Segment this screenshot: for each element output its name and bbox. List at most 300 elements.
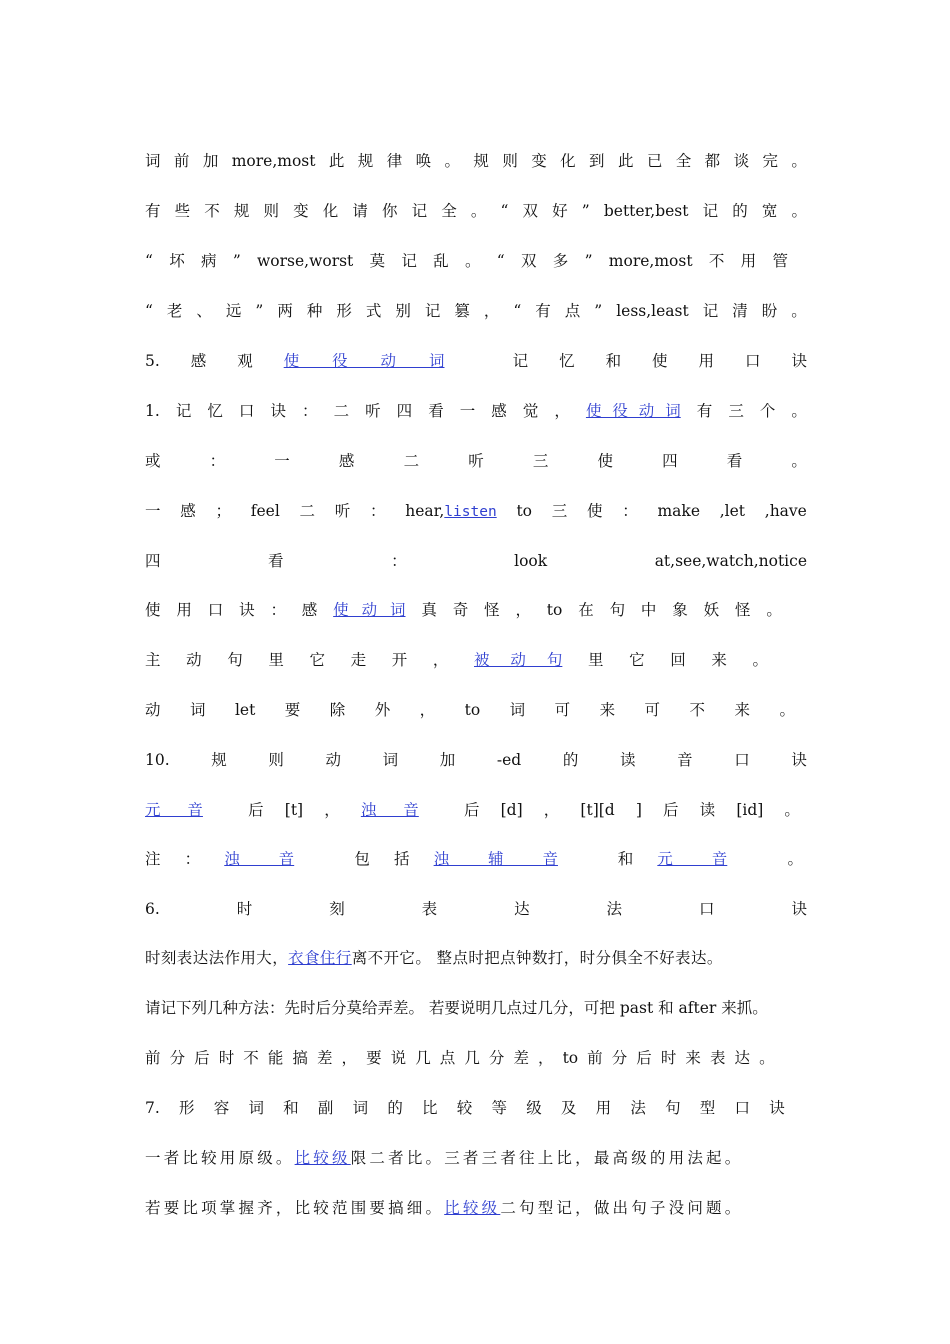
text: “ [496, 252, 505, 270]
text: ： [184, 850, 201, 868]
text: 诀 [270, 402, 286, 420]
text: 6. [145, 900, 160, 918]
text: 级 [526, 1099, 542, 1117]
text: 别 [395, 302, 411, 320]
text: 包 [354, 850, 370, 868]
text: 看 [726, 452, 743, 470]
text: 律 [386, 152, 403, 170]
text: 形 [336, 302, 352, 320]
text: 宽 [761, 202, 778, 220]
text-line-9 [145, 549, 807, 573]
text: 前 [145, 1049, 161, 1067]
text: 中 [640, 601, 657, 619]
text: 规 [233, 202, 250, 220]
text: 一 [459, 402, 476, 420]
text: 时 [218, 1049, 235, 1067]
text-line-10 [145, 598, 782, 622]
text: 好 [552, 202, 568, 220]
text: 听 [334, 502, 351, 520]
link-daily-life[interactable]: 衣食住行 [288, 949, 352, 967]
text: 清 [732, 302, 748, 320]
text: 记 [411, 202, 428, 220]
text: 用 [176, 601, 192, 619]
text: 。 [752, 651, 768, 669]
text: 动 [186, 651, 202, 669]
link-comparative[interactable]: 比较级 [444, 1199, 501, 1217]
text: 盼 [761, 302, 778, 320]
text: 动 [325, 751, 342, 769]
text: 。 [464, 252, 481, 270]
text: 达 [734, 1049, 751, 1067]
text: ,have [764, 502, 807, 520]
text: 可 [554, 701, 571, 719]
text: 用 [698, 352, 715, 370]
text: 10. [145, 751, 170, 769]
link-vowel[interactable]: 元 音 [657, 850, 728, 868]
text: 管 [772, 252, 788, 270]
text: 差 [316, 1049, 333, 1067]
text: 不 [708, 252, 725, 270]
text: 两 [277, 302, 293, 320]
text: 诀 [791, 751, 807, 769]
text: 个 [759, 402, 776, 420]
text: 。 [791, 452, 807, 470]
text: 加 [439, 751, 456, 769]
text: look [514, 552, 548, 570]
text-line-11 [145, 648, 768, 672]
text: 看 [428, 402, 444, 420]
text: ， [341, 1049, 358, 1067]
text-line-18 [145, 996, 807, 1020]
text: at,see,watch,notice [654, 552, 807, 570]
text: 二 [299, 502, 316, 520]
text: 。 [791, 402, 807, 420]
text: 用 [595, 1099, 612, 1117]
text: 四 [396, 402, 413, 420]
text: 前 [587, 1049, 603, 1067]
text: 请记下列几种方法：先时后分莫给弄差。 若要说明几点过几分，可把 past 和 after 来抓。 [145, 999, 768, 1017]
text: ， [419, 701, 436, 719]
text: 。 [766, 601, 782, 619]
text: 三 [551, 502, 568, 520]
text: 感 [491, 402, 507, 420]
text: 坏 [169, 252, 185, 270]
text: 要 [366, 1049, 382, 1067]
text: 全 [441, 202, 457, 220]
text: 回 [670, 651, 686, 669]
text: 里 [587, 651, 604, 669]
text: 7. [145, 1099, 160, 1117]
text: ； [215, 502, 232, 520]
text: 则 [268, 751, 284, 769]
text: 在 [578, 601, 594, 619]
text-line-6 [145, 399, 807, 423]
text: [id] [736, 801, 764, 819]
text: 和 [605, 352, 622, 370]
text: 。 [787, 850, 803, 868]
text-line-14 [145, 798, 800, 822]
text: 离不开它。 整点时把点钟数打，时分俱全不好表达。 [351, 949, 723, 967]
text: 时 [236, 900, 253, 918]
link-voiced-sound[interactable]: 浊 音 [224, 850, 295, 868]
text: 后 [463, 801, 480, 819]
text: 能 [267, 1049, 284, 1067]
text: ： [622, 502, 638, 520]
text: hear, [405, 502, 445, 520]
text: 些 [174, 202, 191, 220]
text: “ [145, 252, 153, 270]
text: 远 [225, 302, 242, 320]
text: 篡 [454, 302, 470, 320]
text: to [516, 502, 532, 520]
text: 看 [268, 552, 284, 570]
text: 分 [488, 1049, 505, 1067]
text: 和 [617, 850, 634, 868]
link-listen[interactable]: listen [444, 504, 497, 520]
text: 词 [189, 701, 206, 719]
text: more,most [231, 152, 316, 170]
text: 后 [194, 1049, 210, 1067]
text-line-19 [145, 1046, 775, 1070]
text: 四 [662, 452, 678, 470]
text: ” [594, 302, 603, 320]
text: 加 [202, 152, 219, 170]
text: make [657, 502, 700, 520]
text: 听 [468, 452, 484, 470]
text: ” [255, 302, 264, 320]
text: 记 [702, 202, 719, 220]
text: 前 [173, 152, 190, 170]
text: 副 [317, 1099, 334, 1117]
text: ， [432, 651, 449, 669]
text: 奇 [452, 601, 469, 619]
text: ” [584, 252, 593, 270]
text: [t] [284, 801, 304, 819]
text: 表 [709, 1049, 726, 1067]
text: 使 [597, 452, 613, 470]
text: 来 [734, 701, 750, 719]
text: 二句型记，做出句子没问题。 [500, 1199, 744, 1217]
text: 表 [421, 900, 438, 918]
text: 记 [512, 352, 529, 370]
text: 。 [444, 152, 461, 170]
text: ： [391, 552, 407, 570]
text: 几 [415, 1049, 431, 1067]
text: 都 [704, 152, 721, 170]
text: 此 [617, 152, 634, 170]
text: 开 [391, 651, 408, 669]
text: 用 [740, 252, 757, 270]
text: ,let [719, 502, 746, 520]
text: 莫 [369, 252, 386, 270]
text-line-3 [145, 249, 788, 273]
text: 不 [204, 202, 220, 220]
link-vowel[interactable]: 元 音 [145, 801, 203, 819]
text: let [234, 701, 256, 719]
text: 除 [329, 701, 346, 719]
text: 词 [352, 1099, 369, 1117]
text: -ed [496, 751, 522, 769]
text: 化 [322, 202, 339, 220]
text: 乱 [433, 252, 449, 270]
text: 动 [145, 701, 161, 719]
text: 句 [609, 601, 626, 619]
text-line-7 [145, 449, 807, 473]
text: 差 [513, 1049, 529, 1067]
text-line-15 [145, 847, 803, 871]
text: 它 [309, 651, 326, 669]
text: 。 [779, 701, 795, 719]
text: 。 [791, 152, 807, 170]
text: 词 [509, 701, 526, 719]
text: 规 [473, 152, 489, 170]
text: 点 [564, 302, 581, 320]
text: [d] [500, 801, 523, 819]
text-line-17 [145, 946, 807, 970]
text: 感 [338, 452, 355, 470]
text: 记 [424, 302, 441, 320]
text-line-4 [145, 299, 807, 323]
text: 分 [611, 1049, 628, 1067]
text: “ [145, 302, 153, 320]
text: 怪 [484, 601, 500, 619]
text: 主 [145, 651, 161, 669]
text: 。 [784, 801, 800, 819]
text: 使 [145, 601, 161, 619]
text: 规 [211, 751, 227, 769]
text: 化 [560, 152, 576, 170]
text: 1. [145, 402, 160, 420]
text: worse,worst [257, 252, 354, 270]
text: 感 [190, 352, 207, 370]
text: 说 [390, 1049, 407, 1067]
text: 走 [350, 651, 367, 669]
text-line-21 [145, 1146, 807, 1170]
text: 妖 [703, 601, 720, 619]
text: 记 [702, 302, 719, 320]
text: 外 [374, 701, 391, 719]
text: 双 [522, 202, 539, 220]
text: 口 [734, 751, 750, 769]
text: 括 [393, 850, 410, 868]
text: 5. [145, 352, 160, 370]
text: 真 [421, 601, 437, 619]
text: 来 [599, 701, 616, 719]
text-line-22 [145, 1196, 807, 1220]
text: 二 [333, 402, 350, 420]
text: 使 [652, 352, 668, 370]
text: 种 [306, 302, 323, 320]
text: 搞 [292, 1049, 308, 1067]
text-line-1 [145, 149, 807, 173]
text: 限二者比。三者三者往上比，最高级的用法起。 [350, 1149, 744, 1167]
text: 记 [401, 252, 417, 270]
text: 觉 [522, 402, 539, 420]
text: ” [232, 252, 241, 270]
text: 使 [586, 502, 603, 520]
text: 不 [243, 1049, 259, 1067]
text: 法 [606, 900, 623, 918]
text: 口 [699, 900, 715, 918]
text: ： [302, 402, 318, 420]
text: ： [370, 502, 386, 520]
text: 不 [689, 701, 706, 719]
text: 等 [491, 1099, 507, 1117]
text: 达 [514, 900, 530, 918]
text: 读 [699, 801, 716, 819]
text: 三 [728, 402, 744, 420]
text: 式 [365, 302, 382, 320]
text: less,least [616, 302, 689, 320]
text: 三 [532, 452, 549, 470]
text: feel [250, 502, 280, 520]
text: 来 [685, 1049, 701, 1067]
text: “ [500, 202, 509, 220]
text: 几 [464, 1049, 480, 1067]
text: 则 [502, 152, 518, 170]
text: 和 [283, 1099, 299, 1117]
text: ， [538, 1049, 554, 1067]
text: 比 [422, 1099, 438, 1117]
text: ， [483, 302, 500, 320]
text: 感 [180, 502, 196, 520]
text: 此 [328, 152, 345, 170]
link-voiced-consonant[interactable]: 浊 辅 音 [433, 850, 558, 868]
text: 诀 [239, 601, 255, 619]
text: 后 [663, 801, 679, 819]
text: 来 [711, 651, 727, 669]
text: ： [209, 452, 226, 470]
text: 观 [237, 352, 253, 370]
text: 一者比较用原级。 [145, 1149, 295, 1167]
text: 有 [145, 202, 161, 220]
text: 音 [677, 751, 693, 769]
text: 时刻表达法作用大， [145, 949, 289, 967]
text: 注 [145, 850, 161, 868]
text: 要 [284, 701, 301, 719]
text: 谈 [733, 152, 750, 170]
text: 。 [470, 202, 487, 220]
link-voiced-sound[interactable]: 浊 音 [360, 801, 419, 819]
text: 四 [145, 552, 161, 570]
text: 怪 [735, 601, 751, 619]
text: to [464, 701, 481, 719]
text: 完 [762, 152, 778, 170]
text: 诀 [791, 352, 807, 370]
text-line-2 [145, 199, 807, 223]
text: 象 [672, 601, 688, 619]
text: 有 [535, 302, 551, 320]
text: 唤 [415, 152, 432, 170]
text: 感 [301, 601, 318, 619]
text: 及 [560, 1099, 577, 1117]
text: ] [635, 801, 642, 819]
text: 里 [268, 651, 284, 669]
text: 全 [675, 152, 692, 170]
text: 点 [439, 1049, 456, 1067]
text: “ [513, 302, 522, 320]
text: 诀 [769, 1099, 785, 1117]
text: 词 [248, 1099, 264, 1117]
text: 请 [352, 202, 368, 220]
text: ： [270, 601, 286, 619]
text: 。 [791, 302, 807, 320]
text: ， [543, 801, 560, 819]
text: 词 [382, 751, 399, 769]
text: 记 [175, 402, 192, 420]
text: 读 [619, 751, 636, 769]
text: better,best [603, 202, 689, 220]
text: 病 [201, 252, 217, 270]
text: 老 [166, 302, 183, 320]
text: 时 [660, 1049, 677, 1067]
link-passive-sentence[interactable]: 被 动 句 [474, 651, 563, 669]
text: 或 [145, 452, 161, 470]
link-causative-verb[interactable]: 使 动 词 [333, 601, 406, 619]
text: 。 [759, 1049, 775, 1067]
text: 口 [744, 352, 761, 370]
text: 一 [274, 452, 290, 470]
text: 型 [699, 1099, 716, 1117]
text: 多 [552, 252, 569, 270]
text: 变 [293, 202, 309, 220]
text: 。 [791, 202, 807, 220]
heading-6 [145, 897, 807, 921]
text: [t][d [580, 801, 615, 819]
text: 忆 [559, 352, 575, 370]
text: 变 [531, 152, 547, 170]
text: 已 [646, 152, 663, 170]
text: 诀 [791, 900, 807, 918]
heading-5 [145, 349, 807, 373]
text: 刻 [329, 900, 345, 918]
text: 分 [169, 1049, 186, 1067]
text: 到 [589, 152, 605, 170]
text: to [562, 1049, 579, 1067]
text: 口 [207, 601, 224, 619]
text: ， [324, 801, 340, 819]
text: 句 [665, 1099, 681, 1117]
text: 可 [644, 701, 661, 719]
link-causative-verb[interactable]: 使 役 动 词 [283, 352, 445, 370]
text: 忆 [207, 402, 223, 420]
text: more,most [608, 252, 693, 270]
text: 的 [387, 1099, 403, 1117]
link-comparative[interactable]: 比较级 [294, 1149, 351, 1167]
link-causative-verb[interactable]: 使 役 动 词 [585, 402, 681, 420]
text: 较 [456, 1099, 473, 1117]
text: ， [554, 402, 570, 420]
text: to [546, 601, 563, 619]
text: 句 [227, 651, 243, 669]
text: 容 [213, 1099, 230, 1117]
text: 二 [403, 452, 420, 470]
text: 法 [630, 1099, 646, 1117]
text: 后 [248, 801, 264, 819]
text: 的 [562, 751, 579, 769]
text: 的 [732, 202, 748, 220]
text: 形 [179, 1099, 195, 1117]
text: 后 [636, 1049, 652, 1067]
text: 有 [696, 402, 713, 420]
text: ， [515, 601, 531, 619]
text: 、 [196, 302, 212, 320]
text: 一 [145, 502, 161, 520]
text: 口 [238, 402, 255, 420]
text: 双 [520, 252, 537, 270]
text: 你 [382, 202, 398, 220]
text: 若要比项掌握齐，比较范围要搞细。 [145, 1199, 445, 1217]
